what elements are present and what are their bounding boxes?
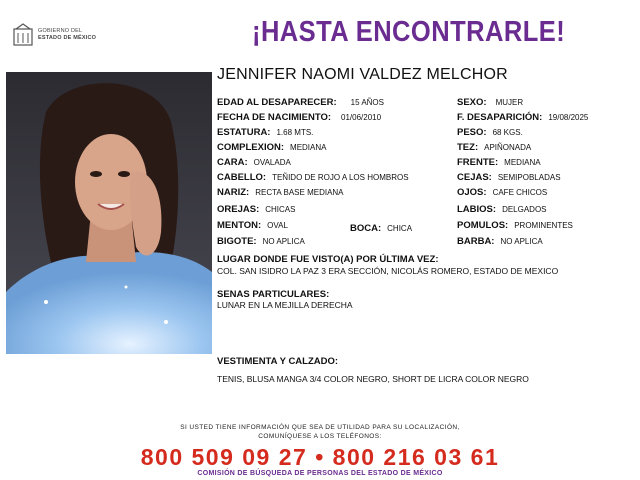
row-estatura <box>217 126 313 139</box>
row-bigote <box>217 235 305 248</box>
row-desaparicion <box>457 111 588 124</box>
row-pomulos <box>457 219 573 232</box>
value-orejas: CHICAS <box>265 205 296 214</box>
row-orejas <box>217 203 295 216</box>
lugar-value: COL. SAN ISIDRO LA PAZ 3 ERA SECCIÓN, NICOLÁS ROMERO, ESTADO DE MEXICO <box>217 266 559 276</box>
value-labios: DELGADOS <box>502 205 547 214</box>
row-barba <box>457 235 543 248</box>
row-complexion <box>217 141 326 154</box>
row-cabello <box>217 171 409 184</box>
senas-value: LUNAR EN LA MEJILLA DERECHA <box>217 300 353 310</box>
row-ojos <box>457 186 547 199</box>
row-peso <box>457 126 523 139</box>
label-frente: FRENTE: <box>457 157 499 168</box>
value-cara: OVALADA <box>253 158 291 167</box>
label-tez: TEZ: <box>457 142 479 153</box>
label-nacimiento: FECHA DE NACIMIENTO: <box>217 112 331 123</box>
value-sexo: MUJER <box>495 98 524 107</box>
value-cejas: SEMIPOBLADAS <box>497 173 561 182</box>
label-boca: BOCA: <box>350 223 382 234</box>
value-nacimiento: 01/06/2010 <box>341 113 382 122</box>
value-pomulos: PROMINENTES <box>514 221 573 230</box>
label-barba: BARBA: <box>457 236 495 247</box>
value-frente: MEDIANA <box>504 158 541 167</box>
logo-line-2: ESTADO DE MÉXICO <box>38 35 97 41</box>
value-nariz: RECTA BASE MEDIANA <box>255 188 344 197</box>
portrait-photo <box>6 72 212 354</box>
row-frente <box>457 156 541 169</box>
row-boca <box>350 222 412 235</box>
row-sexo <box>457 96 523 109</box>
commission-name: COMISIÓN DE BÚSQUEDA DE PERSONAS DEL ESTADO DE MÉXICO <box>197 470 443 477</box>
state-logo <box>12 22 120 48</box>
label-cabello: CABELLO: <box>217 172 267 183</box>
row-nariz <box>217 186 344 199</box>
label-pomulos: POMULOS: <box>457 220 509 231</box>
row-menton <box>217 219 288 232</box>
logo-line-1: GOBIERNO DEL <box>38 28 83 34</box>
logo-text <box>38 28 96 42</box>
value-cabello: TEÑIDO DE ROJO A LOS HOMBROS <box>272 173 409 182</box>
label-cejas: CEJAS: <box>457 172 492 183</box>
value-estatura: 1.68 MTS. <box>276 128 314 137</box>
label-estatura: ESTATURA: <box>217 127 271 138</box>
phone-numbers: 800 509 09 27 • 800 216 03 61 <box>140 444 500 470</box>
row-labios <box>457 203 547 216</box>
value-boca: CHICA <box>387 224 413 233</box>
footer-info-line-1: SI USTED TIENE INFORMACIÓN QUE SEA DE UTILIDAD PARA SU LOCALIZACIÓN, <box>180 424 460 431</box>
state-seal-icon <box>12 23 34 47</box>
label-bigote: BIGOTE: <box>217 236 257 247</box>
row-cara <box>217 156 291 169</box>
value-peso: 68 KGS. <box>492 128 523 137</box>
person-name: JENNIFER NAOMI VALDEZ MELCHOR <box>217 66 508 83</box>
label-menton: MENTON: <box>217 220 262 231</box>
label-peso: PESO: <box>457 127 487 138</box>
footer-info-line-2: COMUNÍQUESE A LOS TELÉFONOS: <box>258 433 382 440</box>
row-tez <box>457 141 531 154</box>
value-menton: OVAL <box>267 221 288 230</box>
senas-label: SENAS PARTICULARES: <box>217 289 330 300</box>
label-ojos: OJOS: <box>457 187 487 198</box>
label-labios: LABIOS: <box>457 204 497 215</box>
label-nariz: NARIZ: <box>217 187 250 198</box>
portrait-illustration <box>6 72 212 354</box>
headline: ¡HASTA ENCONTRARLE! <box>252 16 566 48</box>
label-desaparicion: F. DESAPARICIÓN: <box>457 112 543 123</box>
value-desaparicion: 19/08/2025 <box>548 113 589 122</box>
value-bigote: NO APLICA <box>262 237 305 246</box>
value-ojos: CAFE CHICOS <box>492 188 548 197</box>
label-orejas: OREJAS: <box>217 204 260 215</box>
vestimenta-value: TENIS, BLUSA MANGA 3/4 COLOR NEGRO, SHORT DE LICRA COLOR NEGRO <box>217 374 529 384</box>
label-sexo: SEXO: <box>457 97 487 108</box>
row-cejas <box>457 171 561 184</box>
lugar-label: LUGAR DONDE FUE VISTO(A) POR ÚLTIMA VEZ: <box>217 254 439 265</box>
row-edad <box>217 96 384 109</box>
label-cara: CARA: <box>217 157 248 168</box>
label-edad: EDAD AL DESAPARECER: <box>217 97 337 108</box>
label-complexion: COMPLEXION: <box>217 142 285 153</box>
value-edad: 15 AÑOS <box>350 98 384 107</box>
vestimenta-label: VESTIMENTA Y CALZADO: <box>217 356 339 367</box>
value-barba: NO APLICA <box>500 237 543 246</box>
row-nacimiento <box>217 111 381 124</box>
value-complexion: MEDIANA <box>290 143 327 152</box>
value-tez: APIÑONADA <box>484 143 532 152</box>
